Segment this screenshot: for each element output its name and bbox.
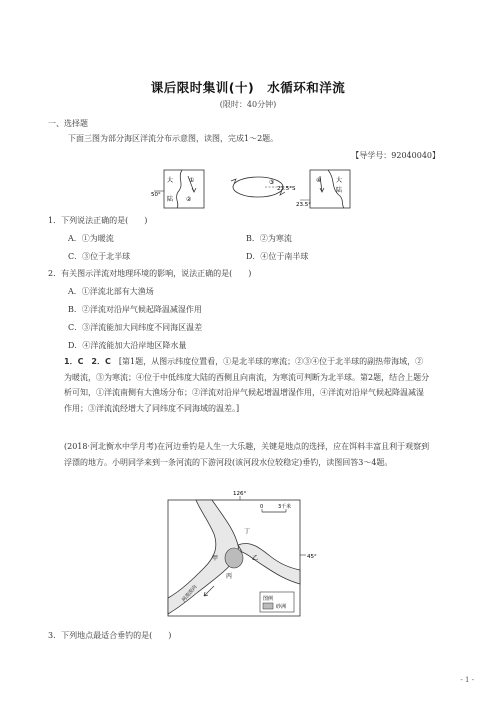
current-2-label: ② <box>186 196 192 203</box>
guide-number: 【导学号：92040040】 <box>351 151 440 160</box>
question-3-stem: 3．下列地点最适合垂钓的是( ) <box>48 631 172 640</box>
answer-analysis <box>64 354 431 416</box>
arrow-icon <box>204 586 214 596</box>
land-label: 陆 <box>167 196 174 203</box>
sand-bar <box>225 548 243 568</box>
coastline <box>177 170 182 208</box>
river-map-figure <box>160 490 320 620</box>
point-jia: 甲 <box>212 555 219 562</box>
land-label: 大 <box>167 177 174 184</box>
legend-title: 图例 <box>263 596 274 602</box>
longitude-label: 126° <box>233 491 247 497</box>
current-4-label: ④ <box>316 177 322 184</box>
legend-sand-label: 砂洲 <box>276 604 287 610</box>
scale-zero: 0 <box>260 504 264 510</box>
question-2-stem: 2．有关图示洋流对地理环境的影响，说法正确的是( ) <box>48 269 252 278</box>
current-1-label: ① <box>189 177 195 184</box>
section-heading: 一、选择题 <box>48 119 88 128</box>
land-label: 陆 <box>336 187 343 194</box>
land-label: 大 <box>336 177 343 184</box>
page-number: - 1 - <box>460 676 474 684</box>
question-2-option-c: C．③洋流能加大同纬度不同海区温差 <box>68 323 203 332</box>
scale-unit: 3千米 <box>278 504 292 510</box>
question-2-option-a: A．①洋流北部有大渔场 <box>68 287 154 296</box>
question-2-option-d: D．④洋流能加大沿岸地区降水量 <box>68 341 187 350</box>
lat-label-23s: 23.5°S <box>277 186 296 192</box>
question-1-option-d: D．④位于南半球 <box>246 252 309 261</box>
question-1-option-a: A．①为暖流 <box>68 234 114 243</box>
lat-label-23: 23.5° <box>296 202 311 208</box>
lat-label-50: 50° <box>151 192 161 198</box>
question-2-option-b: B．②洋流对沿岸气候起降温减湿作用 <box>68 305 202 314</box>
answer-key: 1．C 2．C <box>64 357 111 366</box>
reading-passage: (2018·河北衡水中学月考)在河边垂钓是人生一大乐趣，关键是地点的选择，应在饵料丰富且利于观察到浮漂的地方。小明同学来到一条河流的下游河段(该河段水位较稳定)垂钓，读图回答3～4题。 <box>64 442 430 467</box>
point-bing: 丙 <box>226 573 233 580</box>
point-yi: 乙 <box>252 555 259 562</box>
arrow-icon <box>192 188 196 192</box>
point-ding: 丁 <box>244 528 251 535</box>
ocean-current-figure <box>150 162 370 210</box>
flow-direction-label: 河流流向 <box>180 584 199 604</box>
question-1-stem: 1．下列说法正确的是( ) <box>48 216 148 225</box>
section-intro: 下面三图为部分海区洋流分布示意图，读图，完成1～2题。 <box>68 134 279 143</box>
legend-swatch <box>263 603 273 609</box>
page-title: 课后限时集训(十) 水循环和洋流 <box>150 80 346 95</box>
river-channel <box>238 543 300 584</box>
answer-text: [第1题，从图示纬度位置看，①是北半球的寒流；②③④位于北半球的副热带海域，②为暖流，③为寒流；④位于中低纬度大陆的西侧且向南流，为寒流可判断为北半球。第2题，结合上题分析可知，①洋流南侧有大渔场分布；②洋流对沿岸气候起增温增湿作用，④洋流对沿岸气候起降温减湿作用；③洋流流经增大了同纬度不同海域的温差。] <box>64 357 430 413</box>
latitude-label: 45° <box>307 554 317 560</box>
question-1-option-c: C．③位于北半球 <box>68 252 131 261</box>
time-limit: (限时：40分钟) <box>219 100 277 109</box>
current-3-label: ③ <box>269 179 275 186</box>
question-1-option-b: B．②为寒流 <box>246 234 292 243</box>
